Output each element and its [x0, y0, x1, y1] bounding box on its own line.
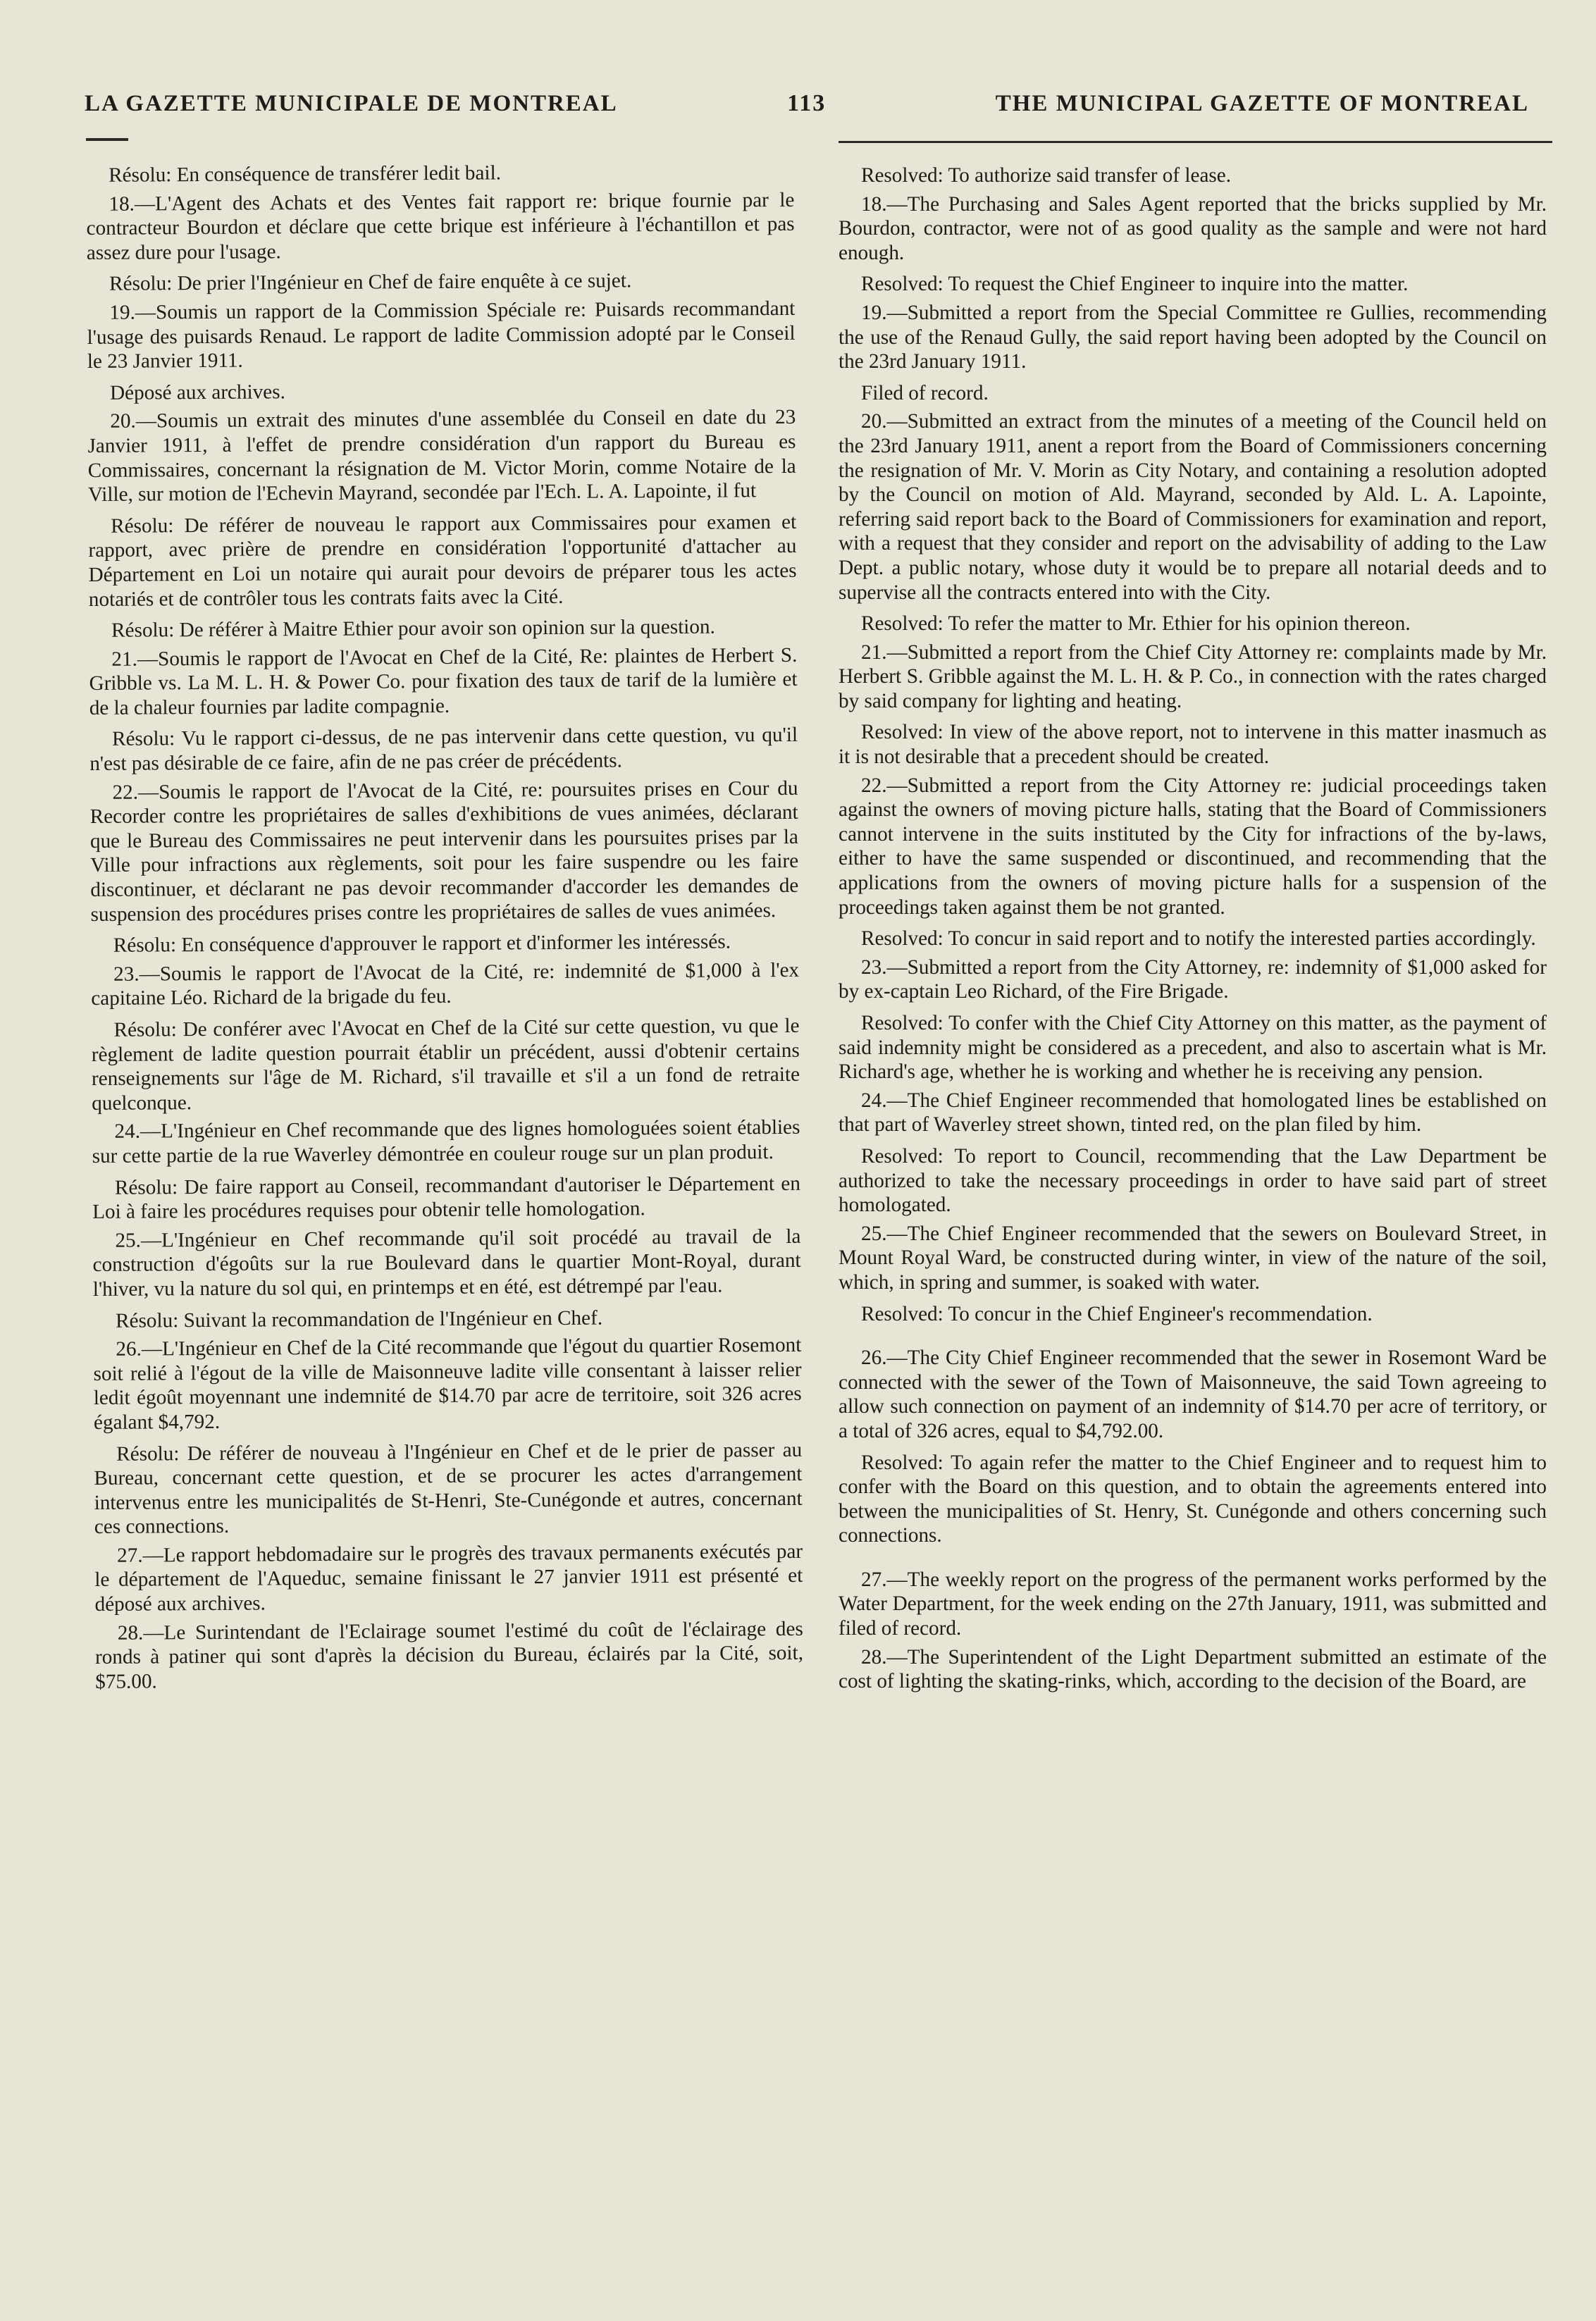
minute-item: 23.—Submitted a report from the City Attorney, re: indemnity of $1,000 asked for by ex-captain Leo Richard, of the Fire Brigade.: [839, 955, 1547, 1003]
minute-item: 28.—The Superintendent of the Light Department submitted an estimate of the cost of lighting the skating-rinks, which, according to the decision of the Board, are: [839, 1645, 1547, 1693]
english-column: [839, 156, 1547, 1694]
resolution: Resolved: To authorize said transfer of lease.: [861, 164, 1232, 187]
resolution: Filed of record.: [861, 381, 989, 404]
header-french-title: LA GAZETTE MUNICIPALE DE MONTREAL: [85, 91, 618, 116]
minute-item: 24.—L'Ingénieur en Chef recommande que des lignes homologuées soient établies sur cette partie de la rue Waverley démontrée en couleur rouge sur un plan produit.: [92, 1116, 800, 1168]
french-column: [86, 152, 803, 1695]
minute-item: 18.—The Purchasing and Sales Agent reported that the bricks supplied by Mr. Bourdon, contractor, were not of as good quality as the sample and were not hard enough.: [839, 192, 1547, 264]
minute-item: 21.—Soumis le rapport de l'Avocat en Chef de la Cité, Re: plaintes de Herbert S. Gribble vs. La M. L. H. & Power Co. pour fixation des taux de tarif de la lumière et de la chaleur fournies par ladite compagnie.: [89, 643, 798, 719]
page-header: [85, 90, 1529, 132]
resolution: Résolu: De référer de nouveau à l'Ingénieur en Chef et de le prier de passer au Bureau, concernant cette question, et de se procurer les actes d'arrangement intervenus entre les municipalités de St-Henri, Ste-Cunégonde et autres, concernant ces connections.: [94, 1438, 803, 1539]
minute-item: 24.—The Chief Engineer recommended that homologated lines be established on that part of Waverley street shown, tinted red, on the plan filed by him.: [839, 1089, 1547, 1137]
header-mark: [86, 138, 128, 141]
resolution: Resolved: To refer the matter to Mr. Ethier for his opinion thereon.: [861, 612, 1411, 636]
resolution: Résolu: En conséquence d'approuver le rapport et d'informer les intéressés.: [113, 930, 731, 958]
minute-item: 25.—L'Ingénieur en Chef recommande qu'il soit procédé au travail de la construction d'égoûts sur la rue Boulevard dans le quartier Mont-Royal, durant l'hiver, vu la nature du sol qui, en printemps et en été, est détrempé par l'eau.: [92, 1225, 801, 1301]
resolution: Résolu: De prier l'Ingénieur en Chef de faire enquête à ce sujet.: [109, 269, 632, 296]
page-number: 113: [787, 90, 827, 116]
resolution: Déposé aux archives.: [109, 380, 285, 404]
resolution: Resolved: To concur in said report and to notify the interested parties accordingly.: [861, 927, 1536, 951]
minute-item: 28.—Le Surintendant de l'Eclairage soumet l'estimé du coût de l'éclairage des ronds à patiner qui sont d'après la décision du Bureau, éclairés par la Cité, soit, $75.00.: [94, 1617, 804, 1693]
resolution: Résolu: De conférer avec l'Avocat en Chef de la Cité sur cette question, vu que le règlement de ladite question pourrait établir un précédent, aussi d'obtenir certains renseignements sur l'âge de M. Richard, s'il travaille et s'il a un fond de retraite quelconque.: [91, 1014, 800, 1115]
resolution: Résolu: De faire rapport au Conseil, recommandant d'autoriser le Département en Loi à faire les procédures requises pour obtenir telle homologation.: [92, 1172, 801, 1224]
resolution: Resolved: To request the Chief Engineer to inquire into the matter.: [861, 273, 1409, 296]
minute-item: 26.—L'Ingénieur en Chef de la Cité recommande que l'égout du quartier Rosemont soit relié à l'égout de la ville de Maisonneuve ladite ville consentant à laisser relier ledit égoût moyennant une indemnité de $14.70 par acre de territoire, soit 326 acres égalant $4,792.: [93, 1333, 802, 1434]
minute-item: 20.—Submitted an extract from the minutes of a meeting of the Council held on the 23rd January 1911, anent a report from the Board of Commissioners concerning the resignation of Mr. V. Morin as City Notary, and containing a resolution adopted by the Council on motion of Ald. Mayrand, seconded by Ald. L. A. Lapointe, referring said report back to the Board of Commissioners for examination and report, with a request that they consider and report on the advisability of adding to the Law Dept. a public notary, whose duty it would be to prepare all notarial deeds and to supervise all the contracts entered into with the City.: [839, 410, 1547, 604]
resolution: Résolu: Suivant la recommandation de l'Ingénieur en Chef.: [115, 1306, 603, 1332]
resolution: Resolved: To again refer the matter to the Chief Engineer and to request him to confer with the Board on this question, and to obtain the agreements entered into between the municipalities of St. Henry, St. Cunégonde and others concerning such connections.: [839, 1451, 1547, 1547]
header-english-title: THE MUNICIPAL GAZETTE OF MONTREAL: [995, 91, 1529, 116]
minute-item: 20.—Soumis un extrait des minutes d'une assemblée du Conseil en date du 23 Janvier 1911, à l'effet de prendre considération d'un rapport du Bureau es Commissaires, concernant la résignation de M. Victor Morin, comme Notaire de la Ville, sur motion de l'Echevin Mayrand, secondée par l'Ech. L. A. Lapointe, il fut: [87, 406, 796, 507]
minute-item: 18.—L'Agent des Achats et des Ventes fait rapport re: brique fournie par le contracteur Bourdon et déclare que cette brique est inférieure à l'échantillon et pas assez dure pour l'usage.: [86, 188, 795, 264]
minute-item: 26.—The City Chief Engineer recommended that the sewer in Rosemont Ward be connected with the sewer of the Town of Maisonneuve, the said Town agreeing to allow such connection on payment of an indemnity of $14.70 per acre of territory, or a total of 326 acres, equal to $4,792.00.: [839, 1347, 1547, 1442]
minute-item: 27.—Le rapport hebdomadaire sur le progrès des travaux permanents exécutés par le département de l'Aqueduc, semaine finissant le 27 janvier 1911 est présenté et déposé aux archives.: [94, 1540, 803, 1616]
header-rule: [839, 141, 1552, 143]
minute-item: 21.—Submitted a report from the Chief City Attorney re: complaints made by Mr. Herbert S. Gribble against the M. L. H. & P. Co., in connection with the rates charged by said company for lighting and heating.: [839, 640, 1547, 712]
minute-item: 19.—Soumis un rapport de la Commission Spéciale re: Puisards recommandant l'usage des puisards Renaud. Le rapport de ladite Commission adopté par le Conseil le 23 Janvier 1911.: [87, 297, 796, 373]
resolution: Resolved: To confer with the Chief City Attorney on this matter, as the payment of said indemnity might be considered as a precedent, and also to ascertain what is Mr. Richard's age, whether he is working and whether he is receiving any pension.: [839, 1012, 1547, 1084]
resolution: Résolu: De référer de nouveau le rapport aux Commissaires pour examen et rapport, avec prière de prendre en considération l'opportunité d'attacher au Département en Loi un notaire qui aurait pour devoirs de préparer tous les actes notariés et de contrôler tous les contrats faits avec la Cité.: [88, 510, 797, 611]
minute-item: 23.—Soumis le rapport de l'Avocat de la Cité, re: indemnité de $1,000 à l'ex capitaine Léo. Richard de la brigade du feu.: [91, 958, 800, 1010]
minute-item: 22.—Soumis le rapport de l'Avocat de la Cité, re: poursuites prises en Cour du Recorder contre les propriétaires de salles d'exhibitions de vues animées, déclarant que le Bureau des Commissaires ne peut intervenir dans les poursuites prises par la Ville pour infractions aux règlements, soit pour les faire suspendre ou les faire discontinuer, et déclarant ne pas devoir recommander d'accorder les demandes de suspension des procédures prises contre les propriétaires de salles de vues animées.: [89, 776, 799, 926]
resolution: Résolu: En conséquence de transférer ledit bail.: [109, 161, 502, 187]
resolution: Résolu: De référer à Maitre Ethier pour avoir son opinion sur la question.: [111, 615, 715, 642]
resolution: Résolu: Vu le rapport ci-dessus, de ne pas intervenir dans cette question, vu qu'il n'est pas désirable de ce faire, afin de ne pas créer de précédents.: [89, 724, 798, 776]
resolution: Resolved: To report to Council, recommending that the Law Department be authorized to take the necessary proceedings in order to have said part of street homologated.: [839, 1144, 1547, 1217]
minute-item: 19.—Submitted a report from the Special Committee re Gullies, recommending the use of the Renaud Gully, the said report having been adopted by the Council on the 23rd January 1911.: [839, 301, 1547, 373]
minute-item: 25.—The Chief Engineer recommended that the sewers on Boulevard Street, in Mount Royal Ward, be constructed during winter, in view of the nature of the soil, which, in spring and summer, is soaked with water.: [839, 1222, 1547, 1294]
minute-item: 22.—Submitted a report from the City Attorney re: judicial proceedings taken against the owners of moving picture halls, stating that the Board of Commissioners cannot intervene in the suits instituted by the City for infractions of the by-laws, either to have the same suspended or discontinued, and recommending that the applications from the owners of moving picture halls for a suspension of the proceedings taken against them be not granted.: [839, 774, 1547, 919]
minute-item: 27.—The weekly report on the progress of the permanent works performed by the Water Department, for the week ending on the 27th January, 1911, was submitted and filed of record.: [839, 1568, 1547, 1640]
resolution: Resolved: In view of the above report, not to intervene in this matter inasmuch as it is not desirable that a precedent should be created.: [839, 721, 1547, 769]
resolution: Resolved: To concur in the Chief Engineer's recommendation.: [861, 1302, 1373, 1325]
